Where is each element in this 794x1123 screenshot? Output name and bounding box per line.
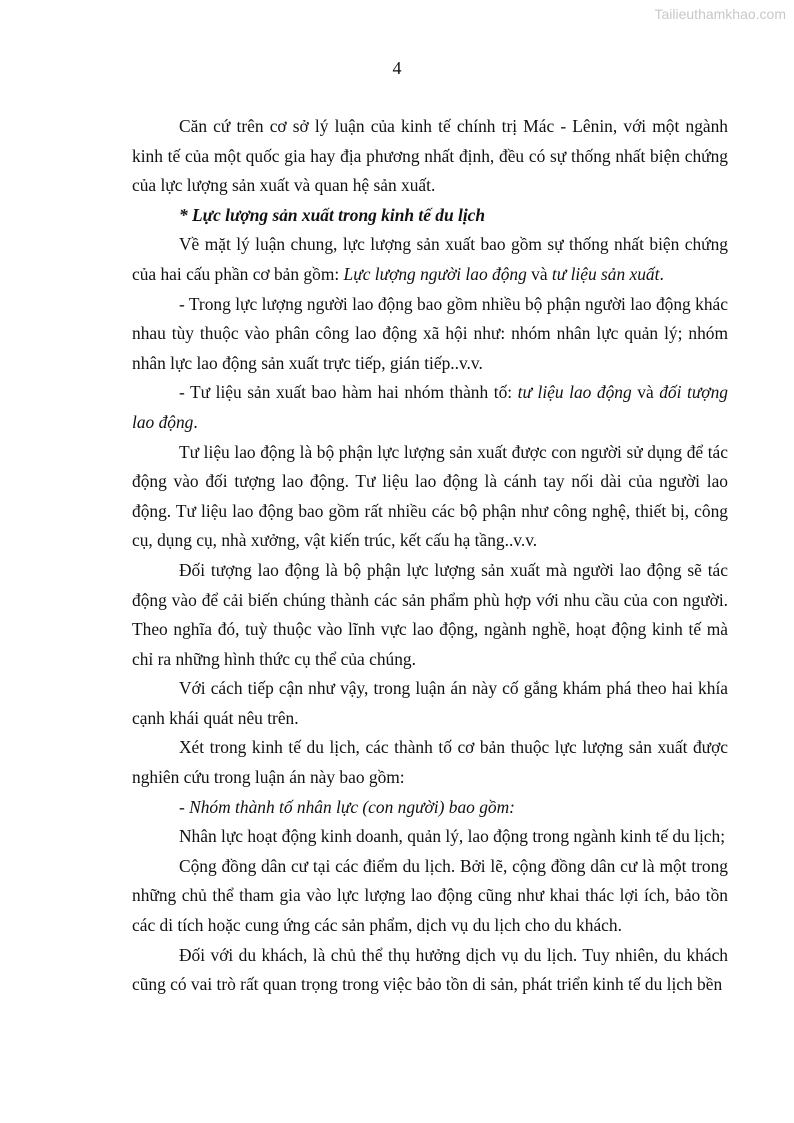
italic-term: tư liệu sản xuất — [551, 263, 660, 284]
page-number: 4 — [392, 58, 402, 78]
paragraph — [132, 378, 728, 437]
paragraph: Với cách tiếp cận như vậy, trong luận án này cố gắng khám phá theo hai khía cạnh khái quát nêu trên. — [132, 678, 728, 728]
text: và — [631, 382, 660, 403]
italic-term: đối tượng lao động — [132, 382, 728, 432]
section-heading: * Lực lượng sản xuất trong kinh tế du lịch — [179, 204, 486, 225]
paragraph — [132, 230, 728, 289]
paragraph: Xét trong kinh tế du lịch, các thành tố cơ bản thuộc lực lượng sản xuất được nghiên cứu trong luận án này bao gồm: — [132, 737, 728, 788]
paragraph: Căn cứ trên cơ sở lý luận của kinh tế chính trị Mác - Lênin, với một ngành kinh tế của một quốc gia hay địa phương nhất định, đều có sự thống nhất biện chứng của lực lượng sản xuất và quan hệ sản xuất. — [132, 116, 728, 196]
paragraph: Cộng đồng dân cư tại các điểm du lịch. Bởi lẽ, cộng đồng dân cư là một trong những chủ thể tham gia vào lực lượng lao động cũng như khai thác lợi ích, bảo tồn các di tích hoặc cung ứng các sản phẩm, dịch vụ du lịch cho du khách. — [132, 855, 728, 936]
text: và — [526, 263, 552, 284]
paragraph: Nhân lực hoạt động kinh doanh, quản lý, lao động trong ngành kinh tế du lịch; — [179, 826, 726, 847]
text: - Tư liệu sản xuất bao hàm hai nhóm thành tố: — [179, 382, 518, 403]
text: Về mặt lý luận chung, lực lượng sản xuất bao gồm sự thống nhất biện chứng của hai cấu phần cơ bản gồm: — [132, 234, 728, 284]
subsection-label: - Nhóm thành tố nhân lực (con người) bao gồm: — [179, 796, 515, 817]
paragraph: Tư liệu lao động là bộ phận lực lượng sản xuất được con người sử dụng để tác động vào đối tượng lao động. Tư liệu lao động là cánh tay nối dài của người lao động. Tư liệu lao động bao gồm rất nhiều các bộ phận như công nghệ, thiết bị, công cụ, dụng cụ, nhà xưởng, vật kiến trúc, kết cấu hạ tầng..v.v. — [132, 441, 728, 551]
italic-term: tư liệu lao động — [517, 382, 632, 403]
document-body — [132, 112, 728, 1000]
italic-term: Lực lượng người lao động — [343, 263, 527, 284]
paragraph: Đối tượng lao động là bộ phận lực lượng sản xuất mà người lao động sẽ tác động vào để cải biến chúng thành các sản phẩm phù hợp với nhu cầu của con người. Theo nghĩa đó, tuỳ thuộc vào lĩnh vực lao động, ngành nghề, hoạt động kinh tế mà chỉ ra những hình thức cụ thể của chúng. — [132, 559, 728, 669]
text: . — [193, 411, 198, 432]
paragraph: Đối với du khách, là chủ thể thụ hưởng dịch vụ du lịch. Tuy nhiên, du khách cũng có vai trò rất quan trọng trong việc bảo tồn di sản, phát triển kinh tế du lịch bền — [132, 944, 728, 995]
paragraph: - Trong lực lượng người lao động bao gồm nhiều bộ phận người lao động khác nhau tùy thuộc vào phân công lao động xã hội như: nhóm nhân lực quản lý; nhóm nhân lực lao động sản xuất trực tiếp, gián tiếp..v.v. — [132, 293, 728, 373]
watermark: Tailieuthamkhao.com — [654, 6, 786, 22]
text: . — [659, 263, 664, 284]
